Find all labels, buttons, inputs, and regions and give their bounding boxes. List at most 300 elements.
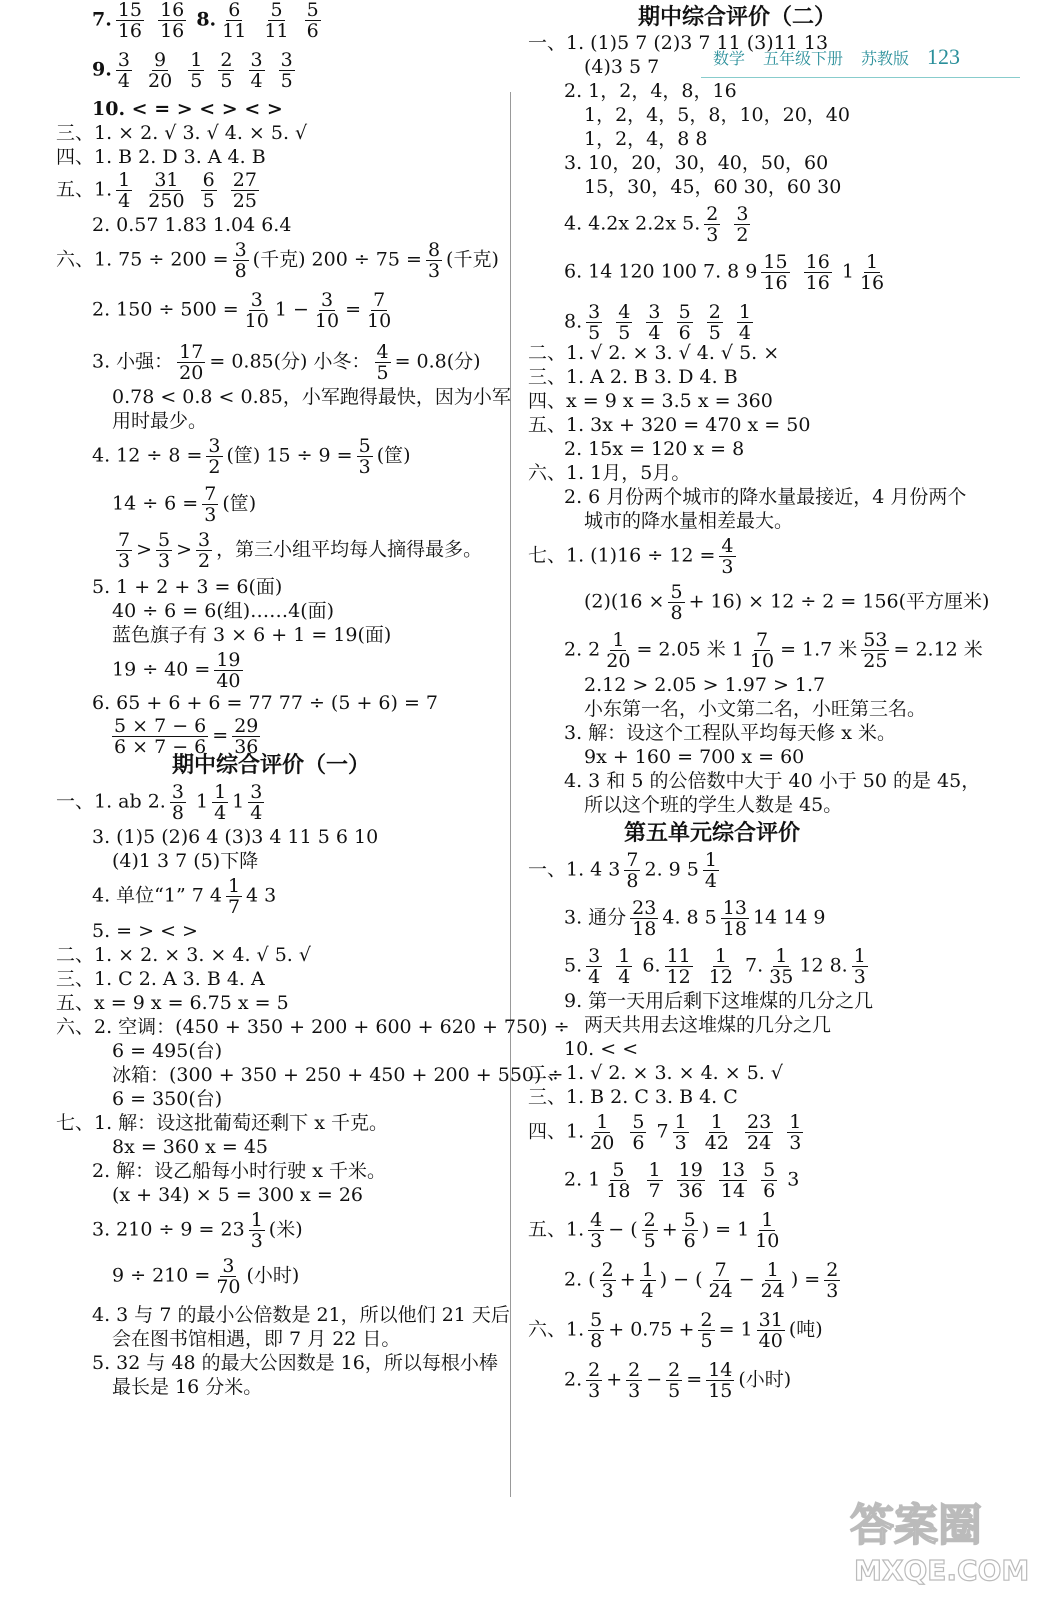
m2-6: 6. 14 120 100 7. 8 9 $\frac{15}{16}$ $\frac{16}{16}$ 1 $\frac{1}{16}$ xyxy=(564,251,885,294)
fraction xyxy=(586,1360,602,1401)
midterm1-sec7a: 七、1. 解：设这批葡萄还剩下 x 千克。 xyxy=(56,1112,388,1134)
fraction xyxy=(116,50,132,91)
fraction xyxy=(624,850,640,891)
denominator: 3 xyxy=(706,224,719,246)
m2-3a: 3. 10，20，30，40，50，60 xyxy=(564,152,829,174)
fraction xyxy=(233,240,249,281)
numerator: 7 xyxy=(755,629,769,651)
denominator: 3 xyxy=(250,1230,263,1252)
fraction xyxy=(156,530,172,571)
denominator: 3 xyxy=(204,504,217,526)
denominator: 5 xyxy=(643,1230,656,1252)
denominator: 10 xyxy=(314,310,340,332)
denominator: 16 xyxy=(160,20,185,42)
m2-sec5a: 五、1. 3x + 320 = 470 x = 50 xyxy=(528,414,811,436)
denominator: 5 xyxy=(708,322,721,344)
numerator: 16 xyxy=(160,0,185,21)
denominator: 10 xyxy=(367,310,392,332)
denominator: 2 xyxy=(198,550,211,572)
numerator: 7 xyxy=(204,483,217,505)
watermark-text: 答案圈 xyxy=(850,1500,982,1551)
fraction xyxy=(313,290,341,331)
numerator: 7 xyxy=(626,849,639,871)
numerator: 13 xyxy=(720,1159,746,1181)
numerator: 2 xyxy=(643,1209,656,1231)
header-rule xyxy=(701,77,1020,78)
numerator: 1 xyxy=(648,1159,661,1181)
m2-sec7c: 2. 2 $\frac{1}{20}$ = 2.05 米 1 $\frac{7}{10}$ = 1.7 米 $\frac{53}{25}$ = 2.12 米 xyxy=(564,629,983,672)
m2-2b: 1，2，4，5，8，10，20，40 xyxy=(584,104,850,126)
numerator: 2 xyxy=(700,1309,713,1331)
section-6-5d: 19 ÷ 40 = $\frac{19}{40}$ xyxy=(112,649,241,692)
denominator: 16 xyxy=(859,272,885,294)
denominator: 42 xyxy=(704,1132,729,1154)
fraction xyxy=(642,1210,658,1251)
m2-sec7g: 9x + 160 = 700 x = 60 xyxy=(584,746,805,768)
numerator: 5 xyxy=(306,0,319,21)
denominator: 4 xyxy=(738,322,751,344)
fraction xyxy=(665,946,693,987)
fraction xyxy=(305,0,321,41)
fraction xyxy=(703,1112,731,1153)
denominator: 36 xyxy=(678,1180,703,1202)
m2-sec7b: (2)(16 × $\frac{5}{8}$ + 16) × 12 ÷ 2 = 156(平方厘米) xyxy=(584,581,990,624)
section-6-6: 6. 65 + 6 + 6 = 77 77 ÷ (5 + 6) = 7 xyxy=(92,692,438,714)
watermark-logo xyxy=(840,1490,1030,1590)
numerator: 3 xyxy=(250,49,263,71)
u5-9b: 两天共用去这堆煤的几分之几 xyxy=(584,1014,832,1036)
denominator: 8 xyxy=(626,870,639,892)
fraction xyxy=(616,302,632,343)
denominator: 70 xyxy=(216,1276,241,1298)
denominator: 4 xyxy=(704,870,717,892)
denominator: 6 × 7 − 6 xyxy=(114,736,207,758)
numerator: 3 xyxy=(117,49,130,71)
denominator: 8 xyxy=(171,802,184,824)
midterm1-1-5: 5. = > < > xyxy=(92,920,198,942)
fraction xyxy=(231,170,259,211)
u5-sec3: 三、1. B 2. C 3. B 4. C xyxy=(528,1086,738,1108)
section-6-5c: 蓝色旗子有 3 × 6 + 1 = 19(面) xyxy=(112,624,392,646)
numerator: 5 xyxy=(763,1159,776,1181)
u5-sec5b: 2. ( $\frac{2}{3}$ + $\frac{1}{4}$ ) − ( $\frac{7}{24}$ − $\frac{1}{24}$ ) = $\frac{2}{3}$ xyxy=(564,1259,839,1302)
fraction xyxy=(196,530,212,571)
denominator: 3 xyxy=(427,260,441,282)
fraction xyxy=(243,290,271,331)
denominator: 5 xyxy=(668,1380,681,1402)
denominator: 25 xyxy=(863,650,888,672)
title-midterm-2: 期中综合评价（二） xyxy=(638,4,837,29)
fraction xyxy=(707,302,723,343)
numerator: 3 xyxy=(222,1255,235,1277)
numerator: 15 xyxy=(117,0,143,21)
denominator: 24 xyxy=(746,1132,772,1154)
u5-sec2: 二、1. √ 2. × 3. × 4. × 5. √ xyxy=(528,1062,783,1084)
numerator: 7 xyxy=(118,529,131,551)
midterm1-1-3: 3. (1)5 (2)6 4 (3)3 4 11 5 6 10 xyxy=(92,826,379,848)
numerator: 3 xyxy=(736,203,749,225)
denominator: 10 xyxy=(749,650,775,672)
m2-sec7i: 所以这个班的学生人数是 45。 xyxy=(584,794,843,816)
midterm1-sec7j: 5. 32 与 48 的最大公因数是 16，所以每根小棒 xyxy=(92,1352,498,1374)
u5-1: 一、1. 4 3 $\frac{7}{8}$ 2. 9 5 $\frac{1}{4}$ xyxy=(528,849,717,892)
denominator: 5 xyxy=(376,362,389,384)
denominator: 6 xyxy=(632,1132,645,1154)
numerator: 17 xyxy=(179,341,204,363)
denominator: 20 xyxy=(147,70,173,92)
denominator: 3 xyxy=(853,966,866,988)
denominator: 3 xyxy=(826,1280,839,1302)
page-number: 123 xyxy=(927,44,960,69)
denominator: 15 xyxy=(708,1380,733,1402)
denominator: 250 xyxy=(148,190,185,212)
denominator: 10 xyxy=(755,1230,780,1252)
denominator: 4 xyxy=(588,966,601,988)
denominator: 10 xyxy=(244,310,269,332)
fraction xyxy=(170,782,186,823)
denominator: 18 xyxy=(606,1180,631,1202)
numerator: 5 xyxy=(590,1309,603,1331)
midterm1-sec7i: 会在图书馆相遇，即 7 月 22 日。 xyxy=(112,1328,401,1350)
section-5-2: 2. 0.57 1.83 1.04 6.4 xyxy=(92,214,292,236)
denominator: 16 xyxy=(805,272,830,294)
numerator: 2 xyxy=(588,1359,601,1381)
section-6-4c: $\frac{7}{3}$ > $\frac{5}{3}$ > $\frac{3}{2}$ ，第三小组平均每人摘得最多。 xyxy=(118,529,483,572)
denominator: 40 xyxy=(216,670,241,692)
fraction xyxy=(604,630,632,671)
numerator: 1 xyxy=(641,1259,654,1281)
fraction xyxy=(201,170,217,211)
u5-5: 5. $\frac{3}{4}$ $\frac{1}{4}$ 6. $\frac{11}{12}$ $\frac{1}{12}$ 7. $\frac{1}{35}$ 12 8. $\frac{1}{3}$ xyxy=(564,945,866,988)
section-5-1: 五、1. $\frac{1}{4}$ $\frac{31}{250}$ $\frac{6}{5}$ $\frac{27}{25}$ xyxy=(56,169,257,212)
denominator: 6 xyxy=(763,1180,776,1202)
fraction xyxy=(188,50,204,91)
section-6-5b: 40 ÷ 6 = 6(组)……4(面) xyxy=(112,600,335,622)
header-grade: 五年级下册 xyxy=(762,51,843,68)
denominator: 20 xyxy=(179,362,204,384)
numerator: 3 xyxy=(320,289,334,311)
fraction xyxy=(279,50,295,91)
fraction xyxy=(861,630,889,671)
m2-sec2: 二、1. √ 2. × 3. √ 4. √ 5. × xyxy=(528,342,780,364)
fraction xyxy=(704,204,720,245)
numerator: 2 xyxy=(706,203,719,225)
denominator: 4 xyxy=(641,1280,654,1302)
fraction xyxy=(677,1160,705,1201)
m2-sec7h: 4. 3 和 5 的公倍数中大于 40 小于 50 的是 45， xyxy=(564,770,981,792)
fraction xyxy=(206,436,222,477)
fraction xyxy=(357,436,373,477)
denominator: 5 xyxy=(700,1330,713,1352)
numerator: 3 xyxy=(280,49,293,71)
header-subject: 数学 xyxy=(712,51,745,68)
numerator: 4 xyxy=(618,301,631,323)
numerator: 7 xyxy=(373,289,386,311)
fraction xyxy=(707,946,735,987)
denominator: 8 xyxy=(234,260,247,282)
denominator: 8 xyxy=(670,602,683,624)
section-6-3: 3. 小强： $\frac{17}{20}$ = 0.85(分) 小冬： $\frac{4}{5}$ = 0.8(分) xyxy=(92,341,481,384)
denominator: 3 xyxy=(628,1380,641,1402)
denominator: 3 xyxy=(789,1132,802,1154)
fraction xyxy=(226,876,242,917)
fraction xyxy=(761,1160,777,1201)
fraction xyxy=(759,1260,787,1301)
numerator: 31 xyxy=(154,169,179,191)
numerator: 1 xyxy=(761,1209,774,1231)
denominator: 36 xyxy=(234,736,259,758)
section-6-2: 2. 150 ÷ 500 = $\frac{3}{10}$ 1 − $\frac{3}{10}$ = $\frac{7}{10}$ xyxy=(92,289,392,332)
numerator: 1 xyxy=(118,169,131,191)
m2-sec6b: 2. 6 月份两个城市的降水量最接近，4 月份两个 xyxy=(564,486,967,508)
numerator: 3 xyxy=(588,945,601,967)
fraction xyxy=(858,252,886,293)
numerator: 29 xyxy=(234,715,259,737)
numerator: 1 xyxy=(250,1209,263,1231)
numerator: 1 xyxy=(710,1111,723,1133)
fraction xyxy=(586,302,602,343)
u5-10: 10. < < xyxy=(564,1038,639,1060)
numerator: 3 xyxy=(171,781,184,803)
denominator: 4 xyxy=(250,802,263,824)
m2-3b: 15，30，45，60 30，60 30 xyxy=(584,176,842,198)
fraction xyxy=(248,782,264,823)
m2-sec7d: 2.12 > 2.05 > 1.97 > 1.7 xyxy=(584,674,826,696)
fraction xyxy=(682,1210,698,1251)
denominator: 4 xyxy=(648,322,661,344)
fraction xyxy=(666,1360,682,1401)
midterm1-sec5: 五、x = 9 x = 6.75 x = 5 xyxy=(56,992,289,1014)
denominator: 7 xyxy=(648,1180,661,1202)
numerator: 3 xyxy=(234,239,247,261)
numerator: 1 xyxy=(766,1259,779,1281)
midterm1-sec7e: 3. 210 ÷ 9 = 23 $\frac{1}{3}$ (米) xyxy=(92,1209,303,1252)
numerator: 5 xyxy=(158,529,171,551)
numerator: 5 xyxy=(678,301,691,323)
numerator: 5 xyxy=(670,581,683,603)
m2-sec7a: 七、1. (1)16 ÷ 12 = $\frac{4}{3}$ xyxy=(528,535,734,578)
fraction xyxy=(640,1260,656,1301)
numerator: 3 xyxy=(648,301,661,323)
numerator: 19 xyxy=(216,649,241,671)
m2-8: 8. $\frac{3}{5}$ $\frac{4}{5}$ $\frac{3}{4}$ $\frac{5}{6}$ $\frac{2}{5}$ $\frac{1}{4}$ xyxy=(564,301,751,344)
denominator: 24 xyxy=(760,1280,785,1302)
midterm1-sec2: 二、1. × 2. × 3. × 4. √ 5. √ xyxy=(56,944,311,966)
numerator: 1 xyxy=(190,49,203,71)
midterm1-sec7b: 8x = 360 x = 45 xyxy=(112,1136,268,1158)
numerator: 23 xyxy=(746,1111,772,1133)
denominator: 35 xyxy=(769,966,794,988)
denominator: 2 xyxy=(736,224,749,246)
denominator: 5 xyxy=(280,70,293,92)
fraction xyxy=(707,1260,735,1301)
m2-sec7f: 3. 解：设这个工程队平均每天修 x 米。 xyxy=(564,722,896,744)
title-midterm-1: 期中综合评价（一） xyxy=(172,752,371,777)
denominator: 3 xyxy=(118,550,131,572)
u5-sec5a: 五、1. $\frac{4}{3}$ − ( $\frac{2}{5}$ + $\frac{5}{6}$ ) = 1 $\frac{1}{10}$ xyxy=(528,1209,780,1252)
denominator: 2 xyxy=(208,456,221,478)
answer-10: 10. < = > < > < > xyxy=(92,98,283,120)
denominator: 5 xyxy=(190,70,203,92)
fraction xyxy=(262,0,290,41)
fraction xyxy=(787,1112,803,1153)
fraction xyxy=(719,536,735,577)
numerator: 1 xyxy=(738,301,751,323)
fraction xyxy=(212,782,228,823)
denominator: 11 xyxy=(222,20,247,42)
fraction xyxy=(146,170,186,211)
midterm1-sec6d: 6 = 350(台) xyxy=(112,1088,223,1110)
fraction xyxy=(146,50,174,91)
m2-sec3: 三、1. A 2. B 3. D 4. B xyxy=(528,366,738,388)
denominator: 24 xyxy=(708,1280,733,1302)
denominator: 4 xyxy=(214,802,227,824)
denominator: 3 xyxy=(590,1230,603,1252)
denominator: 5 xyxy=(220,70,233,92)
numerator: 23 xyxy=(632,897,657,919)
header-edition: 苏教版 xyxy=(860,51,909,68)
denominator: 7 xyxy=(227,896,241,918)
denominator: 3 xyxy=(601,1280,614,1302)
denominator: 5 xyxy=(618,322,631,344)
u5-sec6a: 六、1. $\frac{5}{8}$ + 0.75 + $\frac{2}{5}$ = 1 $\frac{31}{40}$ (吨) xyxy=(528,1309,823,1352)
fraction xyxy=(748,630,776,671)
numerator: 2 xyxy=(601,1259,614,1281)
fraction xyxy=(668,582,684,623)
numerator: 1 xyxy=(227,875,241,897)
numerator: 5 xyxy=(358,435,371,457)
numerator: 5 xyxy=(632,1111,645,1133)
numerator: 6 xyxy=(228,0,241,21)
denominator: 40 xyxy=(758,1330,783,1352)
section-4: 四、1. B 2. D 3. A 4. B xyxy=(56,146,266,168)
fraction xyxy=(588,1310,604,1351)
denominator: 16 xyxy=(763,272,788,294)
midterm1-sec6c: 冰箱：(300 + 350 + 250 + 450 + 200 + 550) ÷ xyxy=(112,1064,564,1086)
numerator: 8 xyxy=(427,239,441,261)
watermark-url: MXQE.COM xyxy=(854,1554,1030,1587)
numerator: 1 xyxy=(866,251,879,273)
fraction xyxy=(375,342,391,383)
midterm1-1-4: 4. 单位“1” 7 4 $\frac{1}{7}$ 4 3 xyxy=(92,875,277,918)
numerator: 3 xyxy=(250,781,263,803)
numerator: 3 xyxy=(588,301,601,323)
fraction xyxy=(426,240,442,281)
section-6-4b: 14 ÷ 6 = $\frac{7}{3}$ (筐) xyxy=(112,483,257,526)
m2-sec6c: 城市的降水量相差最大。 xyxy=(584,510,794,532)
answer-7-8: 7. $\frac{15}{16}$ $\frac{16}{16}$ 8. $\frac{6}{11}$ $\frac{5}{11}$ $\frac{5}{6}$ xyxy=(92,0,319,42)
numerator: 6 xyxy=(202,169,215,191)
fraction xyxy=(745,1112,773,1153)
numerator: 1 xyxy=(596,1111,609,1133)
section-6-1: 六、1. 75 ÷ 200 = $\frac{3}{8}$ (千克) 200 ÷ 75 = $\frac{8}{3}$ (千克) xyxy=(56,239,499,282)
numerator: 31 xyxy=(758,1309,783,1331)
denominator: 4 xyxy=(250,70,263,92)
fraction xyxy=(116,170,132,211)
u5-sec6b: 2. $\frac{2}{3}$ + $\frac{2}{3}$ − $\frac{2}{5}$ = $\frac{14}{15}$ (小时) xyxy=(564,1359,792,1402)
u5-sec4b: 2. 1 $\frac{5}{18}$ $\frac{1}{7}$ $\frac{19}{36}$ $\frac{13}{14}$ $\frac{5}{6}$ 3 xyxy=(564,1159,800,1202)
denominator: 14 xyxy=(720,1180,746,1202)
fraction xyxy=(630,1112,646,1153)
fraction xyxy=(852,946,868,987)
section-6-4: 4. 12 ÷ 8 = $\frac{3}{2}$ (筐) 15 ÷ 9 = $\frac{5}{3}$ (筐) xyxy=(92,435,411,478)
midterm1-sec6b: 6 = 495(台) xyxy=(112,1040,223,1062)
column-divider xyxy=(510,92,511,1497)
fraction xyxy=(804,252,832,293)
denominator: 6 xyxy=(683,1230,696,1252)
numerator: 2 xyxy=(668,1359,681,1381)
m2-4: 4. 4.2x 2.2x 5. $\frac{2}{3}$ $\frac{3}{2}$ xyxy=(564,203,749,246)
fraction xyxy=(218,50,234,91)
fraction xyxy=(824,1260,840,1301)
fraction xyxy=(177,342,205,383)
numerator: 1 xyxy=(704,849,717,871)
denominator: 20 xyxy=(606,650,631,672)
fraction xyxy=(588,1210,604,1251)
denominator: 20 xyxy=(590,1132,615,1154)
numerator: 7 xyxy=(714,1259,727,1281)
fraction xyxy=(761,252,789,293)
denominator: 3 xyxy=(674,1132,687,1154)
fraction xyxy=(365,290,393,331)
fraction xyxy=(600,1260,616,1301)
fraction xyxy=(630,898,658,939)
denominator: 11 xyxy=(264,20,289,42)
numerator: 53 xyxy=(863,629,888,651)
m2-2a: 2. 1，2，4，8，16 xyxy=(564,80,737,102)
section-6-5: 5. 1 + 2 + 3 = 6(面) xyxy=(92,576,283,598)
fraction xyxy=(588,1112,616,1153)
fraction xyxy=(116,530,132,571)
denominator: 8 xyxy=(590,1330,603,1352)
fraction xyxy=(698,1310,714,1351)
fraction xyxy=(706,1360,734,1401)
u5-sec4a: 四、1. $\frac{1}{20}$ $\frac{5}{6}$ 7 $\frac{1}{3}$ $\frac{1}{42}$ $\frac{23}{24}$ $\frac{1}{3}$ xyxy=(528,1111,802,1154)
fraction xyxy=(734,204,750,245)
fraction xyxy=(249,1210,265,1251)
denominator: 3 xyxy=(721,556,734,578)
fraction xyxy=(604,1160,632,1201)
m2-sec5b: 2. 15x = 120 x = 8 xyxy=(564,438,745,460)
midterm1-sec6a: 六、2. 空调：(450 + 350 + 200 + 600 + 620 + 750) ÷ xyxy=(56,1016,570,1038)
denominator: 16 xyxy=(117,20,143,42)
midterm1-1-3b: (4)1 3 7 (5)下降 xyxy=(112,850,259,872)
fraction xyxy=(647,1160,663,1201)
fraction xyxy=(249,50,265,91)
fraction xyxy=(673,1112,689,1153)
numerator: 1 xyxy=(789,1111,802,1133)
fraction xyxy=(677,302,693,343)
numerator: 27 xyxy=(232,169,257,191)
answer-9: 9. $\frac{3}{4}$ $\frac{9}{20}$ $\frac{1}{5}$ $\frac{2}{5}$ $\frac{3}{4}$ $\frac{3}{5}$ xyxy=(92,49,293,92)
numerator: 4 xyxy=(721,535,734,557)
m2-sec6a: 六、1. 1月，5月。 xyxy=(528,462,691,484)
numerator: 5 xyxy=(270,0,283,21)
numerator: 5 xyxy=(612,1159,625,1181)
m2-sec4: 四、x = 9 x = 3.5 x = 360 xyxy=(528,390,773,412)
numerator: 1 xyxy=(214,781,227,803)
denominator: 12 xyxy=(708,966,733,988)
numerator: 11 xyxy=(666,945,691,967)
m2-1b: (4)3 5 7 xyxy=(584,56,660,78)
fraction xyxy=(116,0,144,41)
numerator: 1 xyxy=(674,1111,687,1133)
midterm1-sec7d: (x + 34) × 5 = 300 x = 26 xyxy=(112,1184,363,1206)
denominator: 4 xyxy=(618,966,631,988)
denominator: 3 xyxy=(158,550,171,572)
fraction xyxy=(220,0,248,41)
m2-2c: 1，2，4，8 8 xyxy=(584,128,708,150)
